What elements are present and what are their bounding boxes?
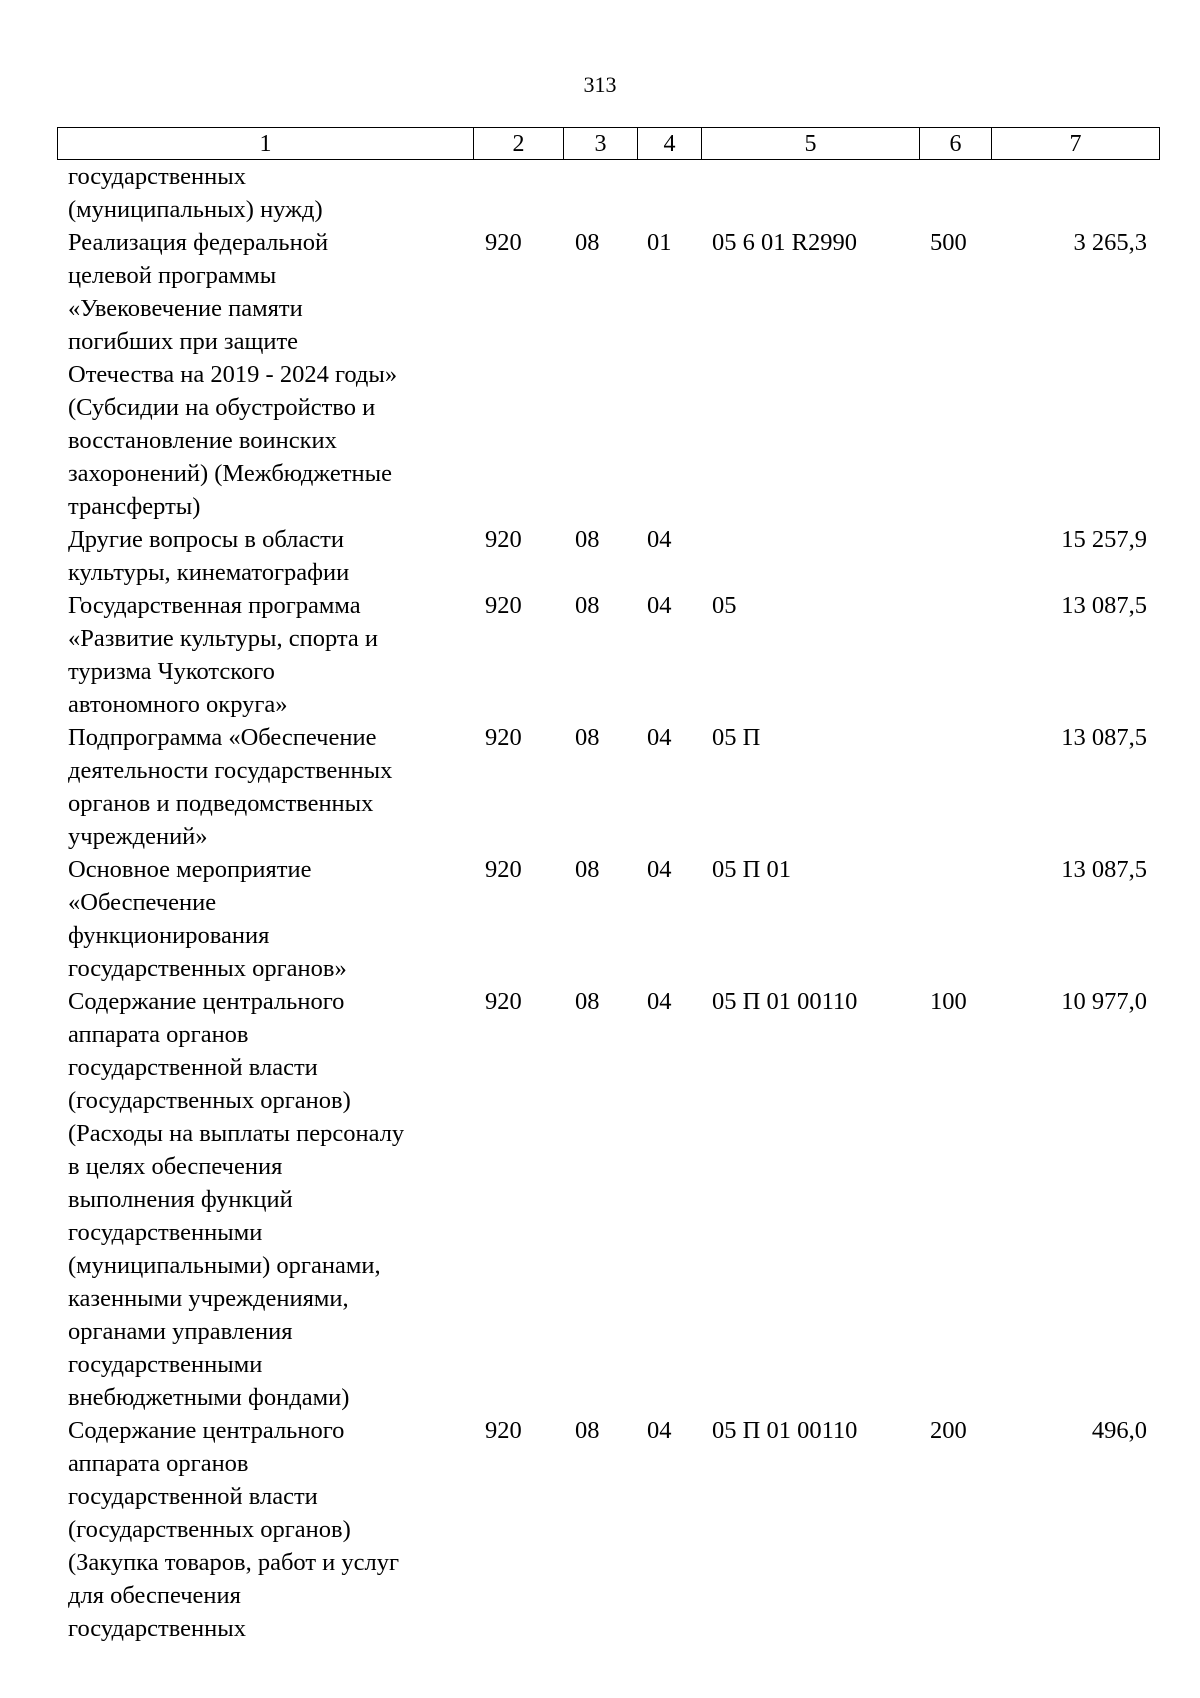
description-line: (государственных органов) [68,1087,351,1114]
section-code: 08 [575,856,600,883]
table-row [57,160,1159,226]
description-line: «Развитие культуры, спорта и [68,625,378,652]
row-description [57,226,473,523]
row-description [57,523,473,589]
section-code: 08 [575,229,600,256]
description-line: государственной власти [68,1054,318,1081]
description-line: государственных органов» [68,955,347,982]
description-line: Содержание центрального [68,1417,345,1444]
description-line: Подпрограмма «Обеспечение [68,724,377,751]
column-header-2: 2 [474,128,564,160]
description-line: туризма Чукотского [68,658,275,685]
target-article-code: 05 6 01 R2990 [712,229,857,256]
description-line: для обеспечения [68,1582,241,1609]
expense-type-code [919,853,991,985]
description-line: Другие вопросы в области [68,526,344,553]
expense-type-code: 200 [930,1417,967,1444]
description-line: погибших при защите [68,328,299,355]
section-code: 08 [575,1417,600,1444]
description-line: деятельности государственных [68,757,393,784]
subsection-code: 04 [647,856,672,883]
column-header-3: 3 [564,128,638,160]
admin-code: 920 [485,856,522,883]
row-description [57,589,473,721]
row-description [57,160,473,226]
admin-code: 920 [485,229,522,256]
amount [991,160,1159,226]
table-row [57,1414,1159,1645]
budget-table-body [57,160,1159,1645]
budget-table [57,160,1159,1645]
description-line: «Увековечение памяти [68,295,303,322]
amount: 10 977,0 [1061,988,1147,1015]
target-article-code [701,160,919,226]
target-article-code: 05 П 01 00110 [712,988,858,1015]
description-line: государственной власти [68,1483,318,1510]
section-code: 08 [575,526,600,553]
column-header-table [57,127,1160,160]
description-line: трансферты) [68,493,201,520]
admin-code: 920 [485,988,522,1015]
section-code: 08 [575,592,600,619]
expense-type-code: 500 [930,229,967,256]
table-row [57,853,1159,985]
description-line: Содержание центрального [68,988,345,1015]
column-header-7: 7 [992,128,1160,160]
subsection-code [637,160,701,226]
amount: 13 087,5 [1061,592,1147,619]
description-line: учреждений» [68,823,208,850]
description-line: (Закупка товаров, работ и услуг [68,1549,400,1576]
description-line: выполнения функций [68,1186,293,1213]
amount: 3 265,3 [1073,229,1147,256]
section-code [563,160,637,226]
description-line: (Субсидии на обустройство и [68,394,376,421]
subsection-code: 04 [647,592,672,619]
amount: 13 087,5 [1061,724,1147,751]
description-line: государственных [68,163,246,190]
expense-type-code [919,721,991,853]
target-article-code: 05 П 01 [712,856,791,883]
row-description [57,853,473,985]
description-line: казенными учреждениями, [68,1285,349,1312]
subsection-code: 04 [647,526,672,553]
target-article-code: 05 П 01 00110 [712,1417,858,1444]
target-article-code [701,523,919,589]
admin-code [473,160,563,226]
amount: 13 087,5 [1061,856,1147,883]
section-code: 08 [575,724,600,751]
description-line: государственных [68,1615,246,1642]
description-line: автономного округа» [68,691,288,718]
description-line: (муниципальных) нужд) [68,196,323,223]
amount: 496,0 [1091,1417,1147,1444]
page-number: 313 [583,72,617,97]
admin-code: 920 [485,1417,522,1444]
row-description [57,985,473,1414]
table-row [57,985,1159,1414]
description-line: (муниципальными) органами, [68,1252,381,1279]
description-line: функционирования [68,922,270,949]
table-row [57,226,1159,523]
column-header-row [58,128,1160,160]
description-line: (Расходы на выплаты персоналу [68,1120,405,1147]
admin-code: 920 [485,724,522,751]
expense-type-code [919,589,991,721]
description-line: целевой программы [68,262,277,289]
description-line: государственными [68,1351,263,1378]
column-header-1: 1 [58,128,474,160]
row-description [57,721,473,853]
table-row [57,523,1159,589]
description-line: аппарата органов [68,1021,249,1048]
expense-type-code: 100 [930,988,967,1015]
subsection-code: 01 [647,229,672,256]
description-line: в целях обеспечения [68,1153,283,1180]
description-line: восстановление воинских [68,427,337,454]
description-line: органами управления [68,1318,293,1345]
description-line: Реализация федеральной [68,229,329,256]
admin-code: 920 [485,592,522,619]
description-line: «Обеспечение [68,889,217,916]
column-header-4: 4 [638,128,702,160]
expense-type-code [919,523,991,589]
amount: 15 257,9 [1061,526,1147,553]
subsection-code: 04 [647,988,672,1015]
description-line: Отечества на 2019 - 2024 годы» [68,361,398,388]
description-line: аппарата органов [68,1450,249,1477]
column-header-6: 6 [920,128,992,160]
description-line: органов и подведомственных [68,790,374,817]
admin-code: 920 [485,526,522,553]
target-article-code: 05 [712,592,737,619]
table-row [57,721,1159,853]
description-line: захоронений) (Межбюджетные [68,460,392,487]
description-line: государственными [68,1219,263,1246]
table-row [57,589,1159,721]
description-line: Основное мероприятие [68,856,312,883]
row-description [57,1414,473,1645]
description-line: внебюджетными фондами) [68,1384,350,1411]
column-header-5: 5 [702,128,920,160]
subsection-code: 04 [647,1417,672,1444]
expense-type-code [919,160,991,226]
description-line: (государственных органов) [68,1516,351,1543]
description-line: культуры, кинематографии [68,559,350,586]
subsection-code: 04 [647,724,672,751]
target-article-code: 05 П [712,724,761,751]
section-code: 08 [575,988,600,1015]
description-line: Государственная программа [68,592,361,619]
